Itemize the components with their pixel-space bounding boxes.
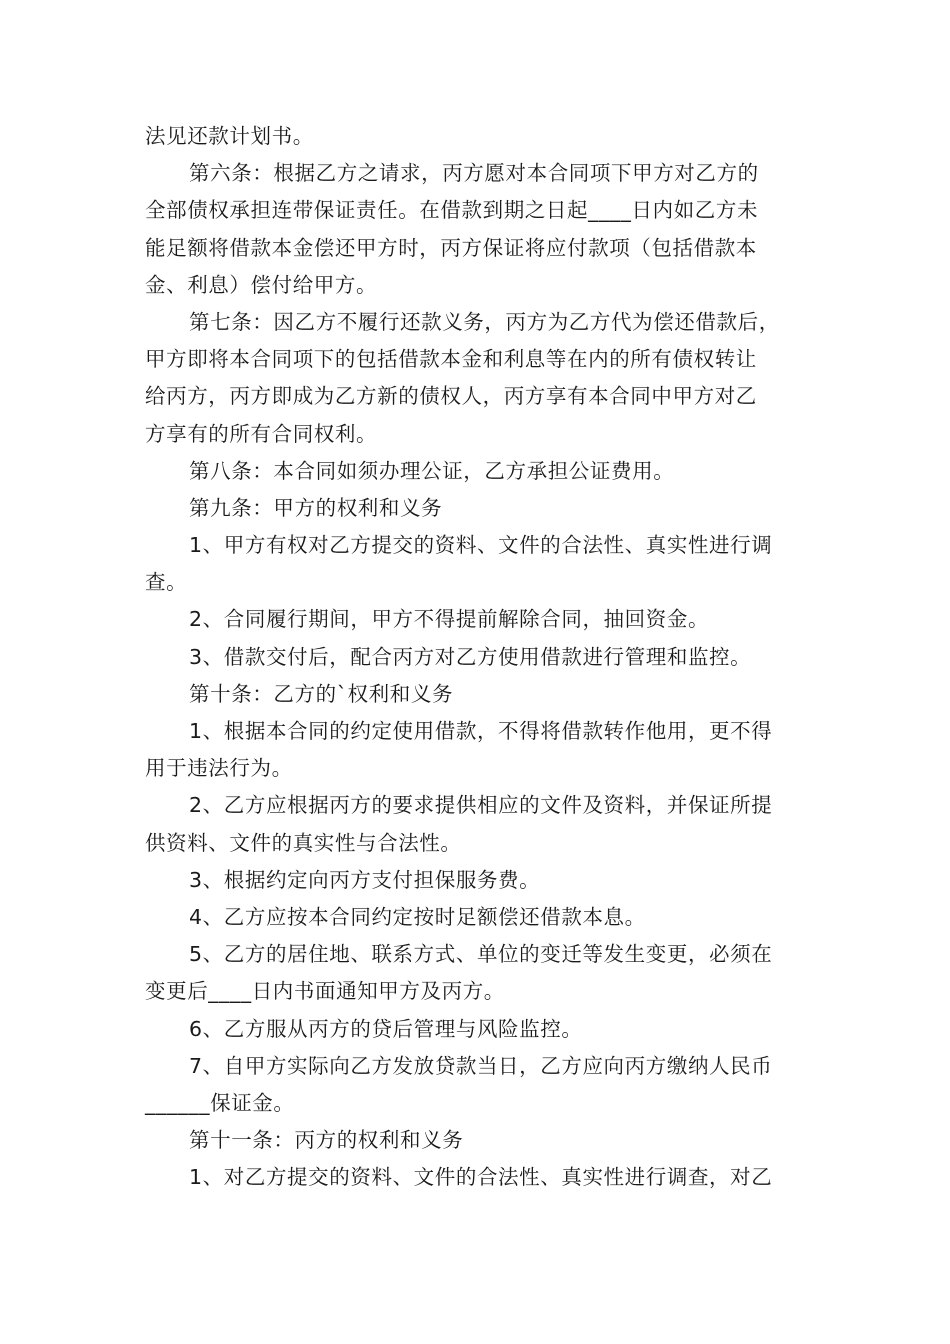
document-line: 第六条：根据乙方之请求，丙方愿对本合同项下甲方对乙方的 [189,161,759,186]
document-line: 4、乙方应按本合同约定按时足额偿还借款本息。 [189,904,646,929]
document-line: 供资料、文件的真实性与合法性。 [145,830,462,855]
document-line: 1、甲方有权对乙方提交的资料、文件的合法性、真实性进行调 [189,533,773,558]
document-line: 1、对乙方提交的资料、文件的合法性、真实性进行调查，对乙 [189,1165,773,1190]
document-line: 金、利息）偿付给甲方。 [145,272,378,297]
document-line: 第八条：本合同如须办理公证，乙方承担公证费用。 [189,458,675,483]
document-line: 变更后____日内书面通知甲方及丙方。 [145,979,505,1004]
document-line: 用于违法行为。 [145,756,293,781]
document-line: 6、乙方服从丙方的贷后管理与风险监控。 [189,1016,583,1041]
document-body [145,118,810,1196]
document-line: 甲方即将本合同项下的包括借款本金和利息等在内的所有债权转让 [145,347,757,372]
document-line: ______保证金。 [145,1090,295,1115]
document-line: 7、自甲方实际向乙方发放贷款当日，乙方应向丙方缴纳人民币 [189,1053,773,1078]
document-line: 方享有的所有合同权利。 [145,421,378,446]
document-line: 能足额将借款本金偿还甲方时，丙方保证将应付款项（包括借款本 [145,235,757,260]
document-line: 第十一条：丙方的权利和义务 [189,1128,464,1153]
document-line: 第九条：甲方的权利和义务 [189,495,443,520]
document-line: 全部债权承担连带保证责任。在借款到期之日起____日内如乙方未 [145,198,759,223]
document-line: 2、合同履行期间，甲方不得提前解除合同，抽回资金。 [189,607,710,632]
document-line: 查。 [145,570,188,595]
document-line: 第七条：因乙方不履行还款义务，丙方为乙方代为偿还借款后， [189,309,780,334]
document-line: 第十条：乙方的`权利和义务 [189,681,454,706]
document-line: 1、根据本合同的约定使用借款，不得将借款转作他用，更不得 [189,719,773,743]
document-line: 3、根据约定向丙方支付担保服务费。 [189,867,541,892]
document-line: 法见还款计划书。 [145,124,314,148]
document-line: 5、乙方的居住地、联系方式、单位的变迁等发生变更，必须在 [189,942,773,967]
document-line: 2、乙方应根据丙方的要求提供相应的文件及资料，并保证所提 [189,793,773,818]
document-line: 给丙方，丙方即成为乙方新的债权人，丙方享有本合同中甲方对乙 [145,384,757,409]
document-line: 3、借款交付后，配合丙方对乙方使用借款进行管理和监控。 [189,644,752,669]
